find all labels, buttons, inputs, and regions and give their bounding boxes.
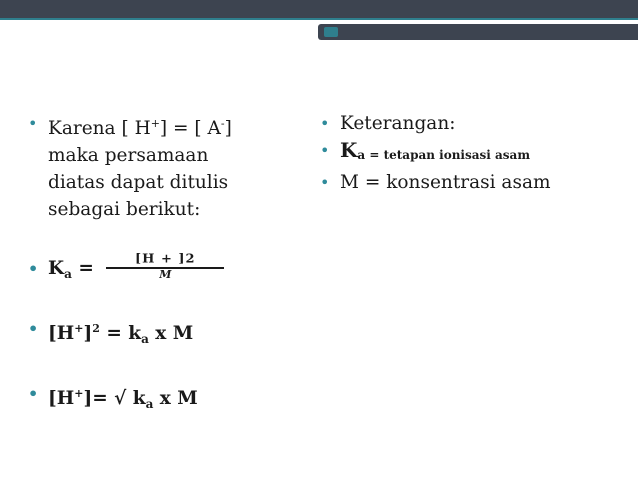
bullet-icon: • <box>320 173 330 192</box>
karena-line-2: maka persamaan <box>48 145 209 166</box>
header-tab-notch <box>324 27 338 37</box>
ka-def-text: a = tetapan ionisasi asam <box>357 148 531 162</box>
bullet-item-ka-formula <box>26 255 306 288</box>
bullet-icon: • <box>320 114 330 133</box>
ka-subscript: a <box>64 267 72 281</box>
fraction-numerator: [H + ]2 <box>134 253 196 267</box>
karena-line-1: Karena [ H+] = [ A-] <box>48 117 232 139</box>
bullet-icon: • <box>28 384 39 403</box>
bullet-icon: • <box>28 114 38 133</box>
fraction-denominator: M <box>159 267 172 281</box>
top-bar <box>0 0 638 18</box>
left-column <box>26 110 306 418</box>
bullet-icon: • <box>28 319 39 338</box>
header-tab <box>318 24 638 40</box>
bullet-item-karena <box>26 110 306 223</box>
bullet-item-m-definition: • M = konsentrasi asam <box>318 169 628 196</box>
right-column <box>318 110 628 196</box>
ka-fraction <box>106 253 224 281</box>
top-accent-stripe <box>0 18 638 20</box>
bullet-icon: • <box>28 259 39 278</box>
karena-line-4: sebagai berikut: <box>48 199 201 220</box>
bullet-icon: • <box>320 141 330 160</box>
ka-symbol: K <box>48 258 65 279</box>
bullet-item-h-squared: • $[H^+]^2 = k_a$ x M <box>26 315 306 353</box>
bullet-item-h-sqrt: • [H+]= √ $k_a$ x M <box>26 380 306 418</box>
bullet-item-ka-definition <box>318 137 628 169</box>
ka-def-symbol: K <box>340 138 358 162</box>
ka-equals: = <box>71 258 94 279</box>
karena-line-3: diatas dapat ditulis <box>48 172 229 193</box>
bullet-item-keterangan: • Keterangan: <box>318 110 628 137</box>
